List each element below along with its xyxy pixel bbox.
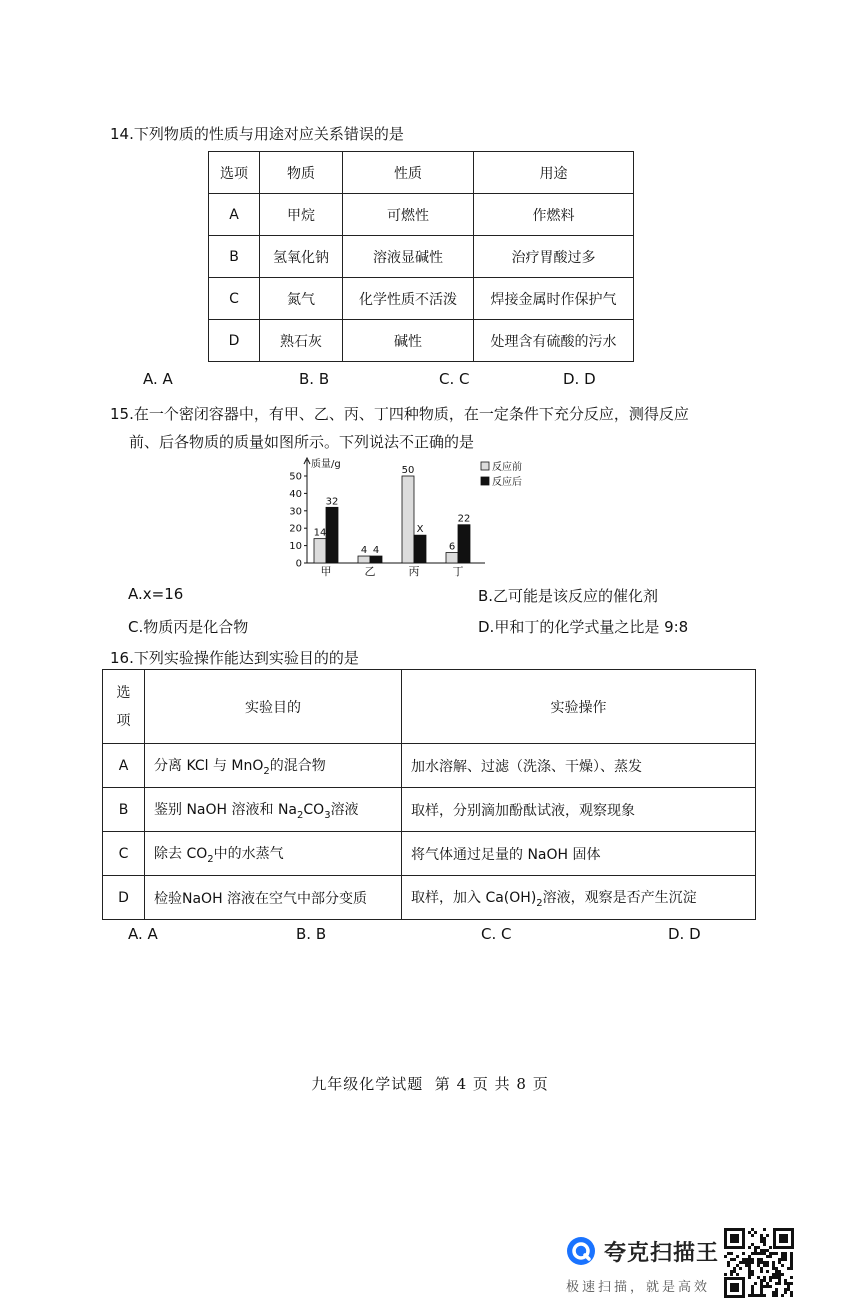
table-cell: 取样，分别滴加酚酞试液，观察现象: [402, 788, 756, 832]
q15-option-a: A.x=16: [128, 585, 184, 603]
q14-header-cell: 物质: [260, 152, 343, 194]
table-cell: 熟石灰: [260, 320, 343, 362]
page-footer: 九年级化学试题 第 4 页 共 8 页: [311, 1075, 549, 1093]
q14-option-b: B. B: [299, 370, 330, 388]
table-cell: A: [209, 194, 260, 236]
scanner-brand-name: 夸克扫描王: [604, 1241, 720, 1266]
q16-stem: 16.下列实验操作能达到实验目的的是: [110, 649, 359, 667]
cell-text: 鉴别 NaOH 溶液和 Na: [154, 801, 298, 818]
table-cell: 检验NaOH 溶液在空气中部分变质: [145, 876, 402, 920]
y-tick-label: 10: [289, 541, 302, 553]
table-cell: 化学性质不活泼: [343, 278, 474, 320]
table-cell: [145, 832, 402, 876]
cell-subscript: 2: [263, 765, 270, 777]
category-label: 丙: [408, 565, 420, 578]
table-cell: D: [209, 320, 260, 362]
table-cell: 氮气: [260, 278, 343, 320]
q14-option-c: C. C: [439, 370, 470, 388]
y-tick-label: 30: [289, 506, 302, 518]
table-row: [209, 278, 634, 320]
table-cell: 可燃性: [343, 194, 474, 236]
legend-label: 反应前: [492, 462, 522, 473]
bar-value-label: 32: [325, 496, 339, 508]
cell-text: CO: [303, 801, 325, 818]
table-cell: 溶液显碱性: [343, 236, 474, 278]
q14-header-cell: 选项: [209, 152, 260, 194]
cell-text: 取样，加入 Ca(OH): [411, 889, 537, 906]
q16-header-op: 实验操作: [402, 670, 756, 744]
table-cell: 加水溶解、过滤（洗涤、干燥）、蒸发: [402, 744, 756, 788]
header-text: 项: [116, 712, 131, 729]
q14-table: [208, 151, 634, 362]
bar: [326, 507, 338, 563]
y-tick-label: 20: [289, 523, 302, 535]
table-cell: 治疗胃酸过多: [474, 236, 634, 278]
bar-value-label: 14: [313, 527, 327, 539]
table-cell: 处理含有硫酸的污水: [474, 320, 634, 362]
table-row: [103, 788, 756, 832]
bar: [358, 556, 370, 563]
cell-text: 溶液，观察是否产生沉淀: [542, 889, 697, 906]
table-cell: [402, 876, 756, 920]
q16-option-b: B. B: [296, 925, 327, 943]
y-tick-label: 0: [295, 558, 302, 570]
header-text: 选: [116, 684, 131, 701]
q16-option-c: C. C: [481, 925, 512, 943]
table-row: [103, 832, 756, 876]
q16-option-d: D. D: [668, 925, 701, 943]
bar: [458, 525, 470, 563]
q16-table: [102, 669, 756, 920]
chart-bars: [314, 476, 470, 563]
y-tick-label: 40: [289, 488, 302, 500]
q14-stem: 14.下列物质的性质与用途对应关系错误的是: [110, 125, 404, 143]
category-label: 甲: [320, 565, 332, 578]
table-row: [103, 876, 756, 920]
table-row: [209, 236, 634, 278]
cell-text: 溶液: [330, 801, 359, 818]
legend-label: 反应后: [492, 477, 522, 488]
bar: [402, 476, 414, 563]
bar-value-label: 4: [360, 545, 368, 557]
cell-subscript: 2: [207, 853, 214, 865]
table-cell: [145, 788, 402, 832]
category-label: 丁: [452, 565, 464, 578]
bar-value-label: 4: [372, 545, 380, 557]
q15-option-c: C.物质丙是化合物: [128, 618, 249, 636]
q16-header-option: [103, 670, 145, 744]
qr-code-icon: [724, 1228, 794, 1298]
q16-header-row: [103, 670, 756, 744]
q14-header-cell: 性质: [343, 152, 474, 194]
category-label: 乙: [364, 565, 376, 578]
q15-bar-chart: [280, 448, 540, 578]
table-cell: C: [209, 278, 260, 320]
table-cell: 氢氧化钠: [260, 236, 343, 278]
table-row: [209, 194, 634, 236]
q14-option-d: D. D: [563, 370, 596, 388]
bar-value-label: 6: [448, 541, 456, 553]
table-cell: C: [103, 832, 145, 876]
q14-option-a: A. A: [143, 370, 173, 388]
table-cell: 碱性: [343, 320, 474, 362]
q15-stem-line1: 15.在一个密闭容器中，有甲、乙、丙、丁四种物质，在一定条件下充分反应，测得反应: [110, 405, 689, 423]
cell-text: 分离 KCl 与 MnO: [154, 757, 264, 774]
cell-subscript: 3: [324, 809, 331, 821]
cell-subscript: 2: [536, 897, 543, 909]
y-axis-label: 质量/g: [311, 459, 341, 470]
chart-legend: [481, 460, 522, 488]
q15-stem-line2: 前、后各物质的质量如图所示。下列说法不正确的是: [129, 433, 475, 451]
q16-option-a: A. A: [128, 925, 158, 943]
table-cell: 作燃料: [474, 194, 634, 236]
scanner-slogan: 极速扫描，就是高效: [566, 1280, 711, 1295]
table-cell: B: [103, 788, 145, 832]
table-cell: B: [209, 236, 260, 278]
table-cell: 焊接金属时作保护气: [474, 278, 634, 320]
legend-swatch: [481, 462, 489, 470]
table-row: [209, 320, 634, 362]
scanner-logo-icon: [566, 1236, 596, 1266]
cell-text: 的混合物: [269, 757, 326, 774]
table-cell: A: [103, 744, 145, 788]
q14-header-row: [209, 152, 634, 194]
table-cell: D: [103, 876, 145, 920]
cell-text: 中的水蒸气: [213, 845, 284, 862]
y-tick-label: 50: [289, 471, 302, 483]
bar: [314, 539, 326, 563]
bar: [446, 553, 458, 563]
cell-subscript: 2: [297, 809, 304, 821]
table-cell: [145, 744, 402, 788]
q15-option-d: D.甲和丁的化学式量之比是 9:8: [478, 618, 689, 636]
bar-value-label: 50: [401, 465, 415, 476]
table-cell: 将气体通过足量的 NaOH 固体: [402, 832, 756, 876]
cell-text: 除去 CO: [154, 845, 208, 862]
bar: [370, 556, 382, 563]
legend-swatch: [481, 477, 489, 485]
bar: [414, 535, 426, 563]
q16-header-goal: 实验目的: [145, 670, 402, 744]
q15-option-b: B.乙可能是该反应的催化剂: [478, 587, 659, 605]
table-cell: 甲烷: [260, 194, 343, 236]
bar-value-label: X: [416, 524, 424, 536]
table-row: [103, 744, 756, 788]
q14-header-cell: 用途: [474, 152, 634, 194]
bar-value-label: 22: [457, 513, 471, 525]
